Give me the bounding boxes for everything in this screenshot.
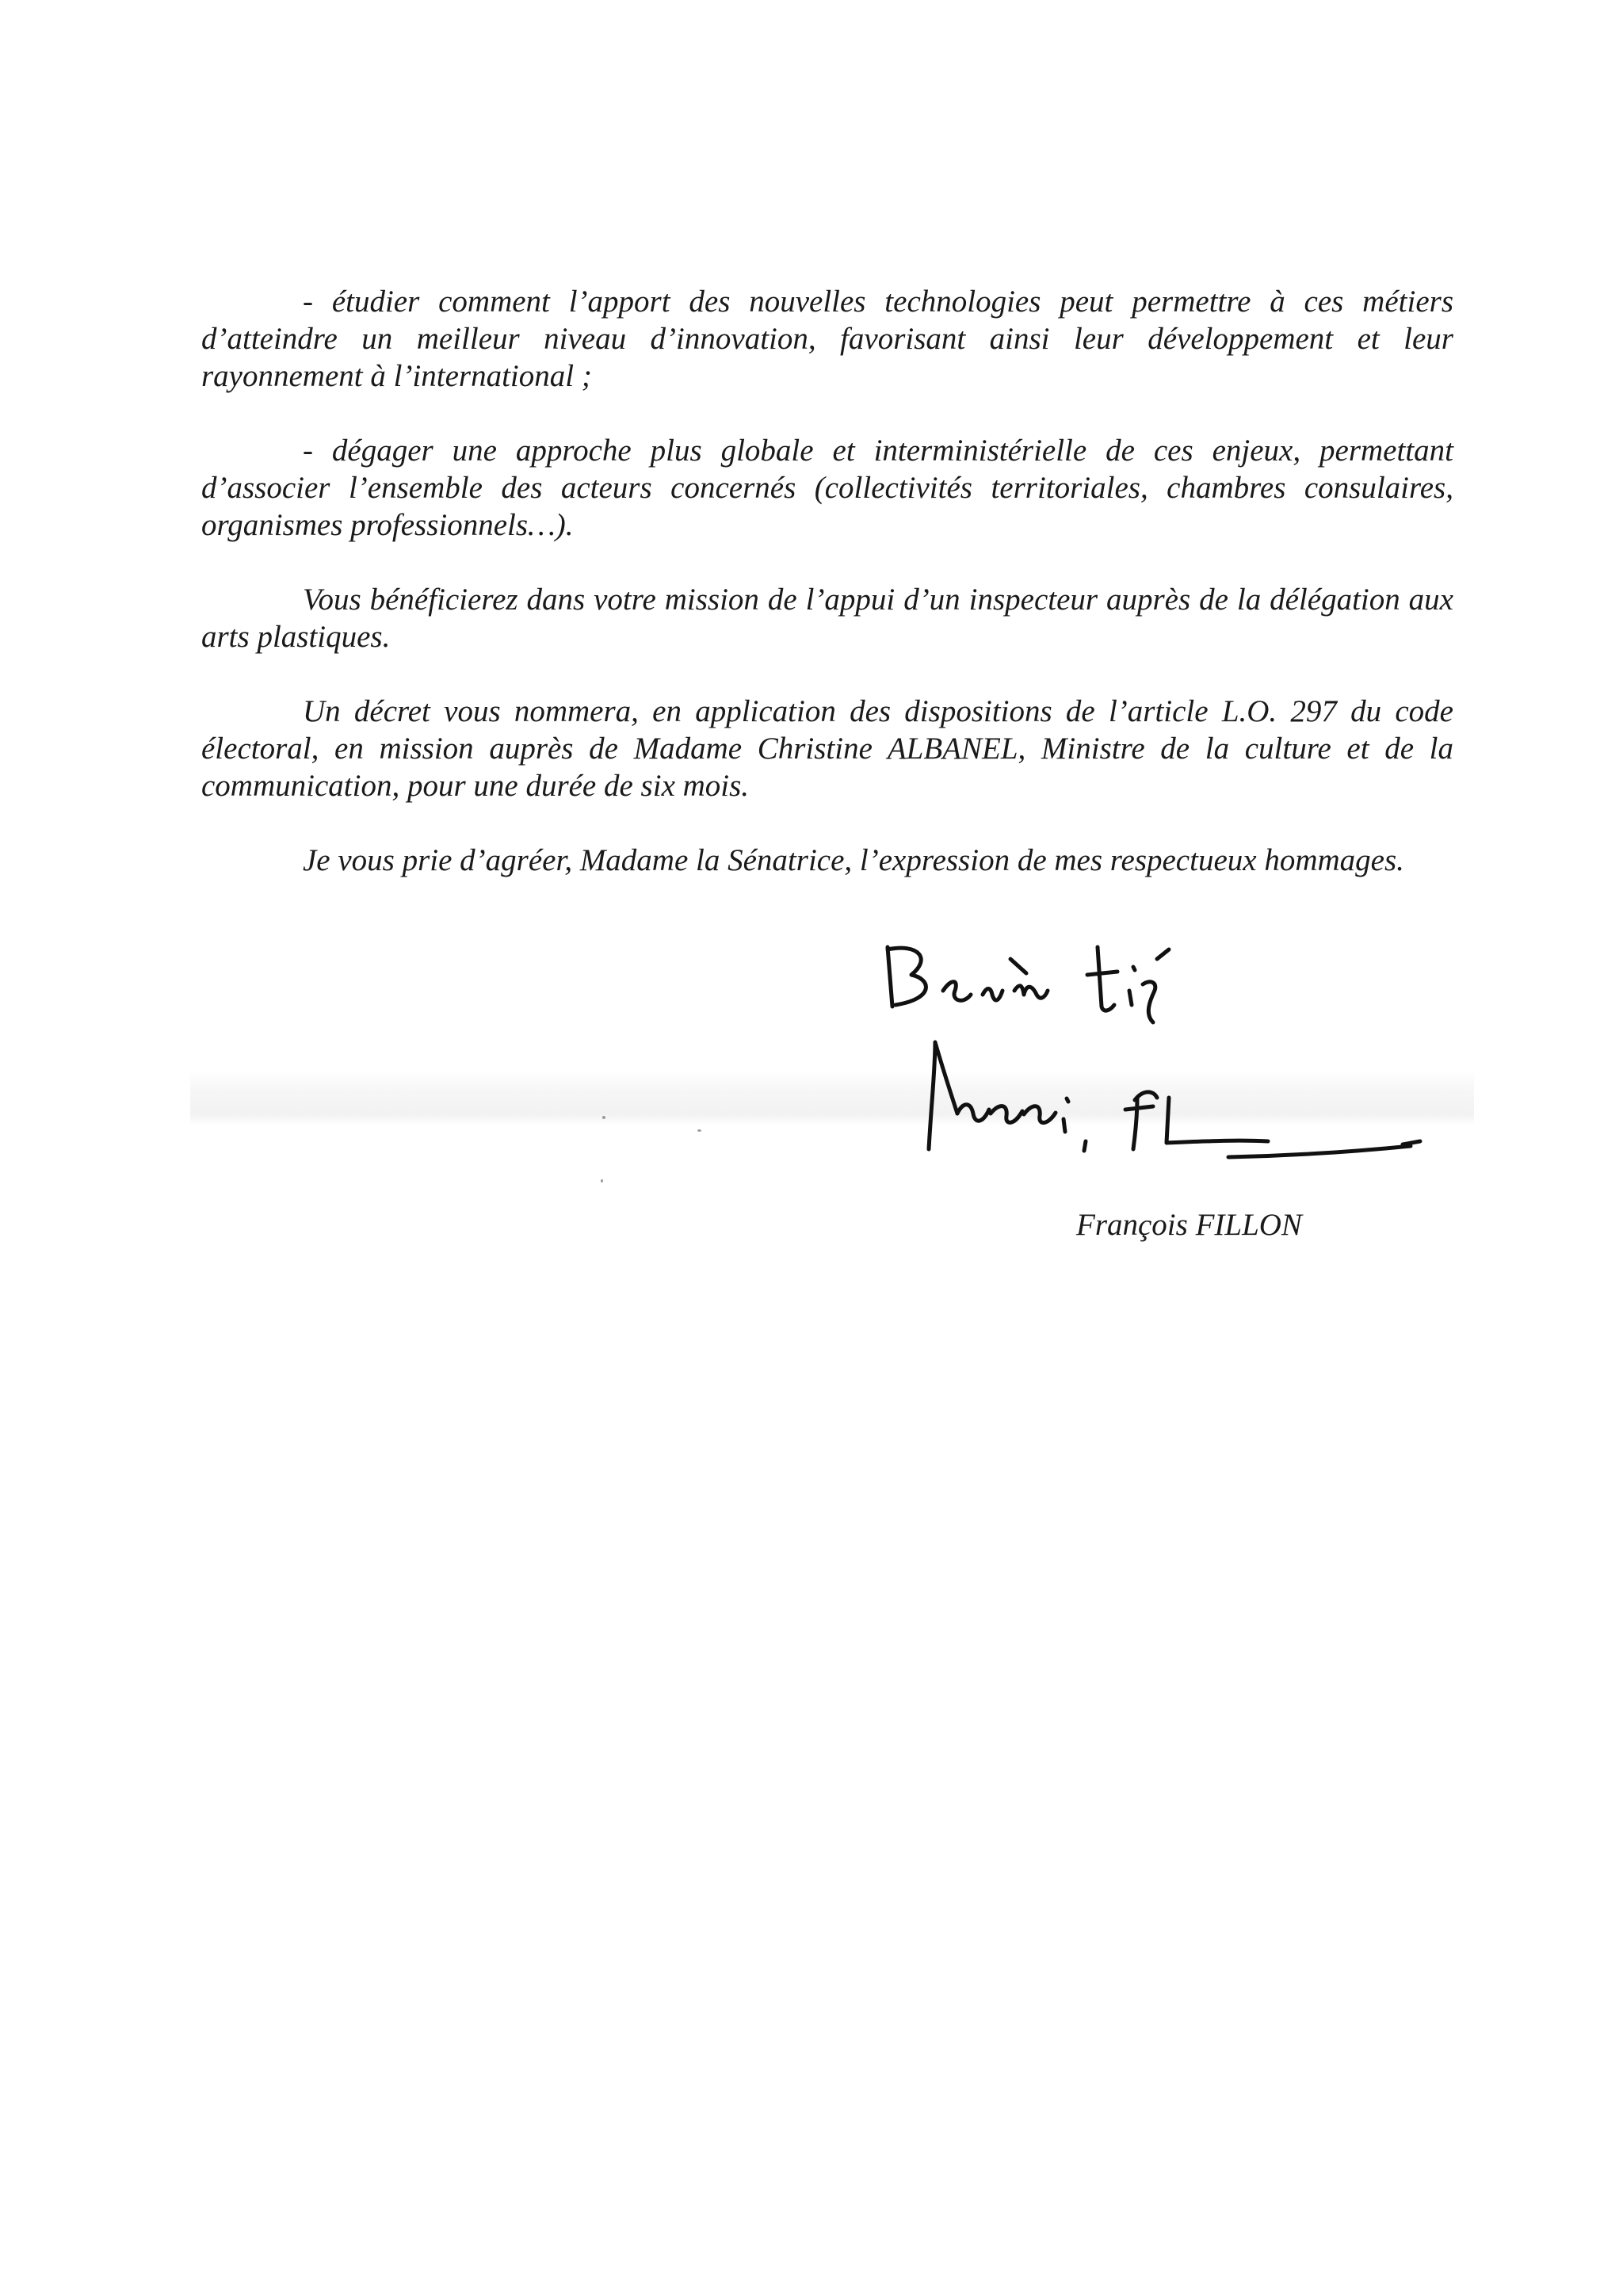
paragraph-decree: Un décret vous nommera, en application des dispositions de l’article L.O. 297 du code électoral, en mission auprès de Madame Christine ALBANEL, Ministre de la culture et de la communication, pour une durée de six mois. (201, 694, 1453, 803)
paragraph-inspector-support: Vous bénéficierez dans votre mission de l’appui d’un inspecteur auprès de la délégation aux arts plastiques. (201, 583, 1453, 654)
signatory-name: François FILLON (1076, 1208, 1302, 1242)
scan-speck (601, 1179, 603, 1182)
paragraph-closing: Je vous prie d’agréer, Madame la Sénatrice, l’expression de mes respectueux hommages. (303, 843, 1404, 877)
paragraph-interministerial: - dégager une approche plus globale et interministérielle de ces enjeux, permettant d’associer l’ensemble des acteurs concernés (collectivités territoriales, chambres consulaires, organismes professionnels…). (201, 434, 1453, 542)
paragraph-technologies: - étudier comment l’apport des nouvelles technologies peut permettre à ces métiers d’atteindre un meilleur niveau d’innovation, favorisant ainsi leur développement et leur rayonnement à l’international ; (201, 285, 1453, 393)
handwritten-signature (856, 911, 1458, 1181)
scan-speck (697, 1129, 701, 1132)
scan-speck (602, 1116, 605, 1119)
